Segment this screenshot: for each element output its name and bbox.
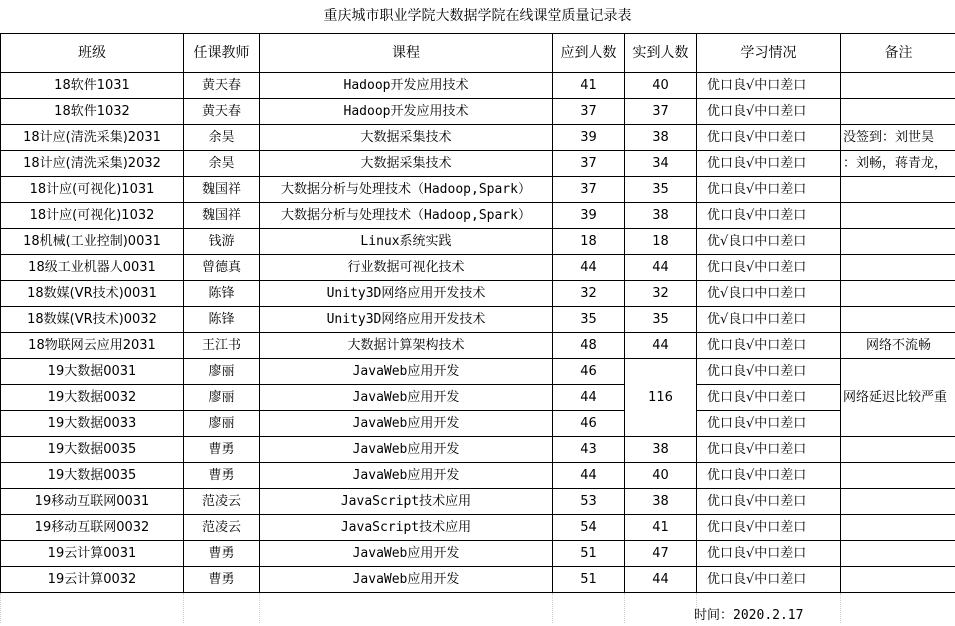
- table-row: [1, 151, 955, 177]
- cell-study[interactable]: 优口良√中口差口: [697, 411, 841, 437]
- cell-study[interactable]: 优口良√中口差口: [697, 541, 841, 567]
- cell-expected[interactable]: 18: [553, 229, 625, 255]
- cell-teacher[interactable]: 廖丽: [184, 385, 260, 411]
- cell-actual[interactable]: 32: [625, 281, 697, 307]
- table-row: [1, 567, 955, 593]
- cell-course[interactable]: JavaWeb应用开发: [260, 463, 553, 489]
- footer-date: [694, 604, 803, 623]
- cell-expected[interactable]: 54: [553, 515, 625, 541]
- cell-study[interactable]: 优口良√中口差口: [697, 489, 841, 515]
- table-row: [1, 333, 955, 359]
- cell-study[interactable]: 优口良√中口差口: [697, 177, 841, 203]
- empty-cell[interactable]: [184, 593, 260, 624]
- cell-course[interactable]: JavaScript技术应用: [260, 489, 553, 515]
- table-row: [1, 255, 955, 281]
- cell-study[interactable]: 优口良√中口差口: [697, 151, 841, 177]
- cell-actual[interactable]: 116: [625, 359, 697, 437]
- cell-course[interactable]: 大数据采集技术: [260, 151, 553, 177]
- cell-course[interactable]: JavaWeb应用开发: [260, 385, 553, 411]
- cell-teacher[interactable]: 范凌云: [184, 489, 260, 515]
- table-row: [1, 125, 955, 151]
- empty-cell[interactable]: [625, 593, 697, 624]
- record-table: [0, 33, 955, 623]
- cell-course[interactable]: JavaWeb应用开发: [260, 411, 553, 437]
- empty-cell[interactable]: [553, 593, 625, 624]
- cell-actual[interactable]: 38: [625, 203, 697, 229]
- cell-class[interactable]: 18机械(工业控制)0031: [1, 229, 184, 255]
- table-row: [1, 463, 955, 489]
- cell-study[interactable]: 优√良口中口差口: [697, 229, 841, 255]
- cell-expected[interactable]: 51: [553, 567, 625, 593]
- table-row: [1, 515, 955, 541]
- table-row: [1, 281, 955, 307]
- cell-course[interactable]: JavaWeb应用开发: [260, 541, 553, 567]
- cell-study[interactable]: 优口良√中口差口: [697, 515, 841, 541]
- cell-teacher[interactable]: 曾德真: [184, 255, 260, 281]
- table-row: [1, 99, 955, 125]
- header-expected[interactable]: 应到人数: [553, 34, 625, 73]
- cell-study[interactable]: 优口良√中口差口: [697, 203, 841, 229]
- cell-expected[interactable]: 37: [553, 151, 625, 177]
- cell-teacher[interactable]: 黄天春: [184, 99, 260, 125]
- cell-remark[interactable]: [841, 437, 955, 463]
- cell-course[interactable]: Hadoop开发应用技术: [260, 73, 553, 99]
- cell-class[interactable]: 19云计算0031: [1, 541, 184, 567]
- header-study[interactable]: 学习情况: [697, 34, 841, 73]
- cell-remark[interactable]: [841, 567, 955, 593]
- cell-teacher[interactable]: 廖丽: [184, 359, 260, 385]
- cell-teacher[interactable]: 曹勇: [184, 463, 260, 489]
- cell-class[interactable]: 19云计算0032: [1, 567, 184, 593]
- cell-study[interactable]: 优口良√中口差口: [697, 255, 841, 281]
- cell-remark[interactable]: [841, 99, 955, 125]
- table-row: [1, 385, 955, 411]
- cell-study[interactable]: 优口良√中口差口: [697, 99, 841, 125]
- cell-expected[interactable]: 43: [553, 437, 625, 463]
- cell-expected[interactable]: 39: [553, 125, 625, 151]
- header-row: [1, 34, 955, 73]
- cell-class[interactable]: 18计应(清洗采集)2031: [1, 125, 184, 151]
- cell-actual[interactable]: 18: [625, 229, 697, 255]
- cell-class[interactable]: 18计应(清洗采集)2032: [1, 151, 184, 177]
- cell-class[interactable]: 19大数据0035: [1, 437, 184, 463]
- sheet-title: 重庆城市职业学院大数据学院在线课堂质量记录表: [323, 8, 632, 24]
- cell-actual[interactable]: 38: [625, 437, 697, 463]
- cell-teacher[interactable]: 余昊: [184, 151, 260, 177]
- cell-remark[interactable]: [841, 489, 955, 515]
- cell-class[interactable]: 18计应(可视化)1032: [1, 203, 184, 229]
- cell-remark[interactable]: 没签到：刘世昊: [841, 125, 955, 151]
- cell-actual[interactable]: 34: [625, 151, 697, 177]
- cell-actual[interactable]: 35: [625, 177, 697, 203]
- cell-teacher[interactable]: 魏国祥: [184, 203, 260, 229]
- cell-actual[interactable]: 37: [625, 99, 697, 125]
- cell-expected[interactable]: 37: [553, 177, 625, 203]
- cell-teacher[interactable]: 曹勇: [184, 567, 260, 593]
- cell-teacher[interactable]: 范凌云: [184, 515, 260, 541]
- cell-expected[interactable]: 39: [553, 203, 625, 229]
- cell-study[interactable]: 优口良√中口差口: [697, 359, 841, 385]
- cell-teacher[interactable]: 曹勇: [184, 541, 260, 567]
- table-row: [1, 177, 955, 203]
- cell-study[interactable]: 优口良√中口差口: [697, 567, 841, 593]
- cell-course[interactable]: Hadoop开发应用技术: [260, 99, 553, 125]
- cell-expected[interactable]: 41: [553, 73, 625, 99]
- cell-remark[interactable]: [841, 255, 955, 281]
- cell-actual[interactable]: 41: [625, 515, 697, 541]
- cell-teacher[interactable]: 余昊: [184, 125, 260, 151]
- empty-cell[interactable]: [260, 593, 553, 624]
- table-row: [1, 541, 955, 567]
- cell-actual[interactable]: 44: [625, 333, 697, 359]
- footer-date-value: 2020.2.17: [733, 608, 804, 623]
- cell-course[interactable]: 大数据采集技术: [260, 125, 553, 151]
- cell-actual[interactable]: 47: [625, 541, 697, 567]
- cell-course[interactable]: JavaScript技术应用: [260, 515, 553, 541]
- cell-expected[interactable]: 37: [553, 99, 625, 125]
- table-row: [1, 359, 955, 385]
- cell-teacher[interactable]: 黄天春: [184, 73, 260, 99]
- header-class[interactable]: 班级: [1, 34, 184, 73]
- cell-class[interactable]: 19大数据0031: [1, 359, 184, 385]
- cell-actual[interactable]: 38: [625, 489, 697, 515]
- cell-course[interactable]: 大数据计算架构技术: [260, 333, 553, 359]
- cell-actual[interactable]: 44: [625, 567, 697, 593]
- cell-teacher[interactable]: 魏国祥: [184, 177, 260, 203]
- header-remark[interactable]: 备注: [841, 34, 955, 73]
- cell-class[interactable]: 18计应(可视化)1031: [1, 177, 184, 203]
- table-row: [1, 229, 955, 255]
- cell-class[interactable]: 18级工业机器人0031: [1, 255, 184, 281]
- cell-expected[interactable]: 48: [553, 333, 625, 359]
- table-row: [1, 437, 955, 463]
- cell-class[interactable]: 18软件1032: [1, 99, 184, 125]
- cell-course[interactable]: 大数据分析与处理技术（Hadoop,Spark）: [260, 203, 553, 229]
- cell-class[interactable]: 18软件1031: [1, 73, 184, 99]
- cell-actual[interactable]: 38: [625, 125, 697, 151]
- blank-row: [1, 593, 955, 624]
- cell-remark[interactable]: 网络延迟比较严重: [841, 359, 955, 437]
- cell-teacher[interactable]: 陈锋: [184, 307, 260, 333]
- cell-actual[interactable]: 40: [625, 463, 697, 489]
- table-row: [1, 203, 955, 229]
- cell-course[interactable]: 行业数据可视化技术: [260, 255, 553, 281]
- cell-remark[interactable]: 网络不流畅: [841, 333, 955, 359]
- cell-expected[interactable]: 46: [553, 411, 625, 437]
- cell-remark[interactable]: [841, 73, 955, 99]
- cell-course[interactable]: 大数据分析与处理技术（Hadoop,Spark）: [260, 177, 553, 203]
- empty-cell[interactable]: [841, 593, 955, 624]
- cell-class[interactable]: 18数媒(VR技术)0032: [1, 307, 184, 333]
- cell-remark[interactable]: [841, 515, 955, 541]
- cell-study[interactable]: 优口良√中口差口: [697, 333, 841, 359]
- cell-remark[interactable]: [841, 229, 955, 255]
- cell-remark[interactable]: [841, 463, 955, 489]
- cell-teacher[interactable]: 钱游: [184, 229, 260, 255]
- footer-label: 时间：: [694, 608, 734, 623]
- cell-class[interactable]: 18物联网云应用2031: [1, 333, 184, 359]
- cell-study[interactable]: 优口良√中口差口: [697, 463, 841, 489]
- cell-expected[interactable]: 44: [553, 385, 625, 411]
- cell-remark[interactable]: [841, 203, 955, 229]
- table-row: [1, 411, 955, 437]
- cell-teacher[interactable]: 曹勇: [184, 437, 260, 463]
- table-row: [1, 489, 955, 515]
- cell-class[interactable]: 19移动互联网0031: [1, 489, 184, 515]
- cell-study[interactable]: 优口良√中口差口: [697, 437, 841, 463]
- cell-remark[interactable]: [841, 541, 955, 567]
- cell-course[interactable]: JavaWeb应用开发: [260, 567, 553, 593]
- cell-expected[interactable]: 51: [553, 541, 625, 567]
- cell-teacher[interactable]: 廖丽: [184, 411, 260, 437]
- cell-expected[interactable]: 53: [553, 489, 625, 515]
- cell-course[interactable]: Unity3D网络应用开发技术: [260, 281, 553, 307]
- empty-cell[interactable]: [1, 593, 184, 624]
- table-row: [1, 307, 955, 333]
- cell-study[interactable]: 优√良口中口差口: [697, 281, 841, 307]
- cell-course[interactable]: JavaWeb应用开发: [260, 437, 553, 463]
- cell-remark[interactable]: [841, 307, 955, 333]
- cell-study[interactable]: 优口良√中口差口: [697, 385, 841, 411]
- cell-class[interactable]: 19大数据0035: [1, 463, 184, 489]
- cell-study[interactable]: 优√良口中口差口: [697, 307, 841, 333]
- cell-class[interactable]: 18数媒(VR技术)0031: [1, 281, 184, 307]
- cell-teacher[interactable]: 王江书: [184, 333, 260, 359]
- cell-study[interactable]: 优口良√中口差口: [697, 125, 841, 151]
- cell-expected[interactable]: 44: [553, 463, 625, 489]
- table-row: [1, 73, 955, 99]
- cell-remark[interactable]: [841, 177, 955, 203]
- cell-study[interactable]: 优口良√中口差口: [697, 73, 841, 99]
- cell-class[interactable]: 19大数据0033: [1, 411, 184, 437]
- cell-expected[interactable]: 46: [553, 359, 625, 385]
- cell-actual[interactable]: 44: [625, 255, 697, 281]
- header-course[interactable]: 课程: [260, 34, 553, 73]
- cell-course[interactable]: Linux系统实践: [260, 229, 553, 255]
- cell-expected[interactable]: 35: [553, 307, 625, 333]
- cell-expected[interactable]: 32: [553, 281, 625, 307]
- cell-course[interactable]: Unity3D网络应用开发技术: [260, 307, 553, 333]
- cell-class[interactable]: 19移动互联网0032: [1, 515, 184, 541]
- header-actual[interactable]: 实到人数: [625, 34, 697, 73]
- cell-teacher[interactable]: 陈锋: [184, 281, 260, 307]
- cell-actual[interactable]: 35: [625, 307, 697, 333]
- cell-actual[interactable]: 40: [625, 73, 697, 99]
- cell-remark[interactable]: ：刘畅，蒋青龙，: [841, 151, 955, 177]
- cell-course[interactable]: JavaWeb应用开发: [260, 359, 553, 385]
- cell-remark[interactable]: [841, 281, 955, 307]
- cell-class[interactable]: 19大数据0032: [1, 385, 184, 411]
- cell-expected[interactable]: 44: [553, 255, 625, 281]
- header-teacher[interactable]: 任课教师: [184, 34, 260, 73]
